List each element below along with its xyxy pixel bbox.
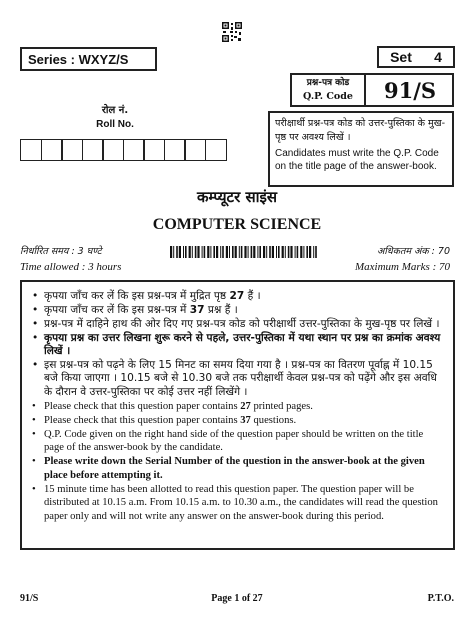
roll-number-boxes bbox=[20, 139, 225, 161]
instruction-item bbox=[30, 304, 443, 317]
instruction-pre-text: Q.P. Code given on the right hand side of the question paper should be written on the title page of the answer-book by the candidate. bbox=[44, 429, 424, 454]
notice-en: Candidates must write the Q.P. Code on the title page of the answer-book. bbox=[275, 148, 439, 172]
barcode-icon bbox=[170, 243, 320, 255]
instruction-post-text: प्रश्न हैं । bbox=[204, 303, 238, 316]
instruction-bold-text: Please write down the Serial Number of the question in the answer-book at the given place before attempting it. bbox=[44, 456, 425, 481]
instruction-bold-text: 37 bbox=[189, 303, 205, 316]
instructions-english bbox=[30, 400, 443, 523]
instruction-item bbox=[30, 290, 443, 303]
instruction-post-text: questions. bbox=[250, 415, 297, 427]
qp-code-notice bbox=[268, 111, 454, 187]
instruction-bold-text: 37 bbox=[240, 415, 251, 427]
footer-qp-code: 91/S bbox=[20, 593, 39, 604]
footer-pto: P.T.O. bbox=[427, 593, 454, 604]
roll-number-label bbox=[80, 104, 150, 132]
footer-page-number: Page 1 of 27 bbox=[211, 593, 263, 604]
roll-box[interactable] bbox=[61, 139, 83, 161]
max-marks-hi: अधिकतम अंक : 70 bbox=[377, 246, 450, 257]
set-number: 4 bbox=[434, 49, 442, 65]
instruction-pre-text: 15 minute time has been allotted to read this question paper. The question paper will be distributed at 10.15 a.m. From 10.15 a.m. to 10.30 a.m., the candidates will read the question paper only and will not write any answer on the answer-book during this period. bbox=[44, 483, 438, 522]
instruction-pre-text: इस प्रश्न-पत्र को पढ़ने के लिए 15 मिनट का समय दिया गया है । प्रश्न-पत्र का वितरण पूर्वाह्न में 10.15 बजे किया जाएगा । 10.15 बजे से 10.30 बजे तक परीक्षार्थी केवल प्रश्न-पत्र को पढ़ेंगे और इस अवधि के दौरान वे उत्तर-पुस्तिका पर कोई उत्तर नहीं लिखेंगे । bbox=[44, 359, 437, 398]
roll-box[interactable] bbox=[82, 139, 104, 161]
instruction-pre-text: प्रश्न-पत्र में दाहिने हाथ की ओर दिए गए प्रश्न-पत्र कोड को परीक्षार्थी उत्तर-पुस्तिका के मुख-पृष्ठ पर लिखें । bbox=[44, 317, 440, 330]
instruction-pre-text: कृपया जाँच कर लें कि इस प्रश्न-पत्र में bbox=[44, 303, 190, 316]
qp-code-labels bbox=[292, 75, 366, 105]
roll-box[interactable] bbox=[164, 139, 186, 161]
instruction-item bbox=[30, 414, 443, 427]
instruction-post-text: printed pages. bbox=[250, 401, 313, 413]
roll-box[interactable] bbox=[205, 139, 227, 161]
roll-box[interactable] bbox=[143, 139, 165, 161]
instruction-pre-text: Please check that this question paper contains bbox=[44, 401, 241, 413]
roll-box[interactable] bbox=[41, 139, 63, 161]
roll-box[interactable] bbox=[102, 139, 124, 161]
set-label: Set bbox=[390, 49, 412, 65]
series-label: Series : WXYZ/S bbox=[20, 47, 157, 71]
qr-code-icon bbox=[222, 22, 242, 42]
instruction-bold-text: कृपया प्रश्न का उत्तर लिखना शुरू करने से पहले, उत्तर-पुस्तिका में यथा स्थान पर प्रश्न का क्रमांक अवश्य लिखें । bbox=[44, 331, 441, 358]
max-marks-en: Maximum Marks : 70 bbox=[354, 261, 450, 273]
roll-box[interactable] bbox=[184, 139, 206, 161]
instruction-item bbox=[30, 400, 443, 413]
instructions-hindi bbox=[30, 290, 443, 399]
instruction-bold-text: 27 bbox=[240, 401, 251, 413]
subject-title-en: COMPUTER SCIENCE bbox=[152, 216, 322, 233]
instructions-box bbox=[20, 280, 455, 550]
instruction-bold-text: 27 bbox=[229, 290, 245, 302]
instruction-post-text: हैं । bbox=[244, 290, 261, 302]
instruction-pre-text: Please check that this question paper contains bbox=[44, 415, 241, 427]
instruction-item bbox=[30, 359, 443, 399]
qp-label-en: Q.P. Code bbox=[303, 91, 353, 102]
instruction-item bbox=[30, 483, 443, 523]
roll-label-en: Roll No. bbox=[96, 119, 134, 130]
notice-hi: परीक्षार्थी प्रश्न-पत्र कोड को उत्तर-पुस्तिका के मुख-पृष्ठ पर अवश्य लिखें । bbox=[275, 118, 446, 143]
qp-code-box bbox=[290, 73, 454, 107]
qp-label-hi: प्रश्न-पत्र कोड bbox=[306, 78, 350, 88]
instruction-item bbox=[30, 318, 443, 331]
time-allowed-en: Time allowed : 3 hours bbox=[20, 261, 122, 273]
roll-box[interactable] bbox=[20, 139, 42, 161]
instruction-pre-text: कृपया जाँच कर लें कि इस प्रश्न-पत्र में मुद्रित पृष्ठ bbox=[44, 290, 230, 302]
roll-box[interactable] bbox=[123, 139, 145, 161]
qp-code: 91/S bbox=[383, 77, 437, 103]
subject-title-hi: कम्प्यूटर साइंस bbox=[197, 188, 277, 206]
roll-label-hi: रोल नं. bbox=[101, 105, 129, 116]
instruction-item bbox=[30, 455, 443, 482]
instruction-item bbox=[30, 332, 443, 359]
time-allowed-hi: निर्धारित समय : 3 घण्टे bbox=[20, 246, 102, 257]
instruction-item bbox=[30, 428, 443, 455]
set-box bbox=[377, 46, 455, 68]
